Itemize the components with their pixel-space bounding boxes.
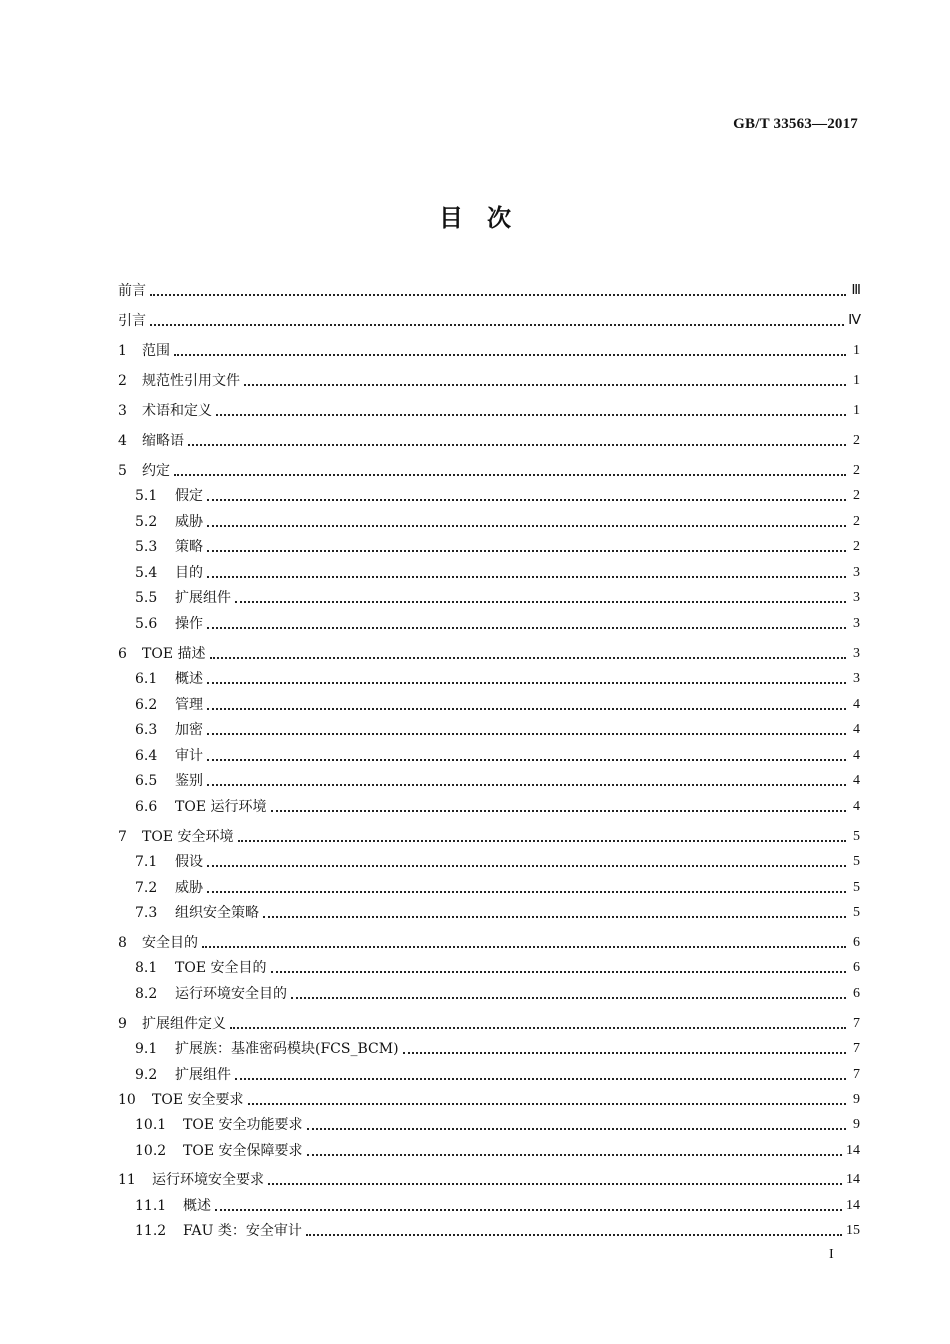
dot-leader: [207, 732, 846, 735]
toc-entry[interactable]: [118, 341, 860, 361]
toc-entry-title: 策略: [175, 539, 203, 555]
dot-leader: [291, 996, 846, 999]
dot-leader: [188, 443, 846, 446]
toc-entry-title: 概述: [183, 1198, 211, 1214]
toc-entry-page: 5: [853, 854, 860, 869]
toc-entry[interactable]: [118, 903, 860, 923]
toc-entry-title: 引言: [118, 313, 146, 329]
toc-entry-page: 1: [853, 373, 860, 388]
toc-entry-title: 规范性引用文件: [142, 373, 240, 389]
toc-entry-title: 审计: [175, 748, 203, 764]
dot-leader: [271, 809, 847, 812]
toc-entry-number: 1: [118, 343, 127, 359]
toc-entry-number: 5.1: [135, 488, 158, 504]
toc-entry-page: 2: [853, 433, 860, 448]
toc-entry-title: TOE 安全保障要求: [183, 1143, 303, 1159]
page-number: I: [829, 1247, 834, 1262]
toc-entry-title: 概述: [175, 671, 203, 687]
toc-entry-page: 2: [853, 539, 860, 554]
toc-entry-number: 9: [118, 1016, 127, 1032]
toc-entry-title: 扩展组件: [175, 1067, 231, 1083]
standard-code: GB/T 33563—2017: [733, 116, 858, 132]
toc-entry[interactable]: [118, 984, 860, 1004]
toc-entry[interactable]: [118, 1170, 860, 1190]
toc-entry-number: 5.2: [135, 514, 158, 530]
toc-entry[interactable]: [118, 537, 860, 557]
toc-entry[interactable]: [118, 1115, 860, 1135]
toc-entry-title: 威胁: [175, 880, 203, 896]
dot-leader: [216, 413, 846, 416]
toc-entry-page: 2: [853, 488, 860, 503]
toc-entry[interactable]: [118, 958, 860, 978]
toc-entry-page: 3: [853, 616, 860, 631]
dot-leader: [235, 600, 846, 603]
toc-entry[interactable]: [118, 1039, 860, 1059]
toc-entry-title: 组织安全策略: [175, 905, 259, 921]
toc-entry-number: 10: [118, 1092, 136, 1108]
toc-entry[interactable]: [118, 1221, 860, 1241]
toc-entry-title: 鉴别: [175, 773, 203, 789]
toc-entry-title: 扩展组件定义: [142, 1016, 226, 1032]
toc-entry-page: 7: [853, 1041, 860, 1056]
toc-entry-number: 7.2: [135, 880, 158, 896]
dot-leader: [207, 626, 846, 629]
toc-entry-title: 运行环境安全目的: [175, 986, 287, 1002]
toc-entry-page: 3: [853, 646, 860, 661]
toc-entry[interactable]: [118, 720, 860, 740]
toc-entry-title: 安全目的: [142, 935, 198, 951]
toc-entry[interactable]: [118, 486, 860, 506]
toc-entry-page: Ⅳ: [848, 313, 860, 328]
toc-entry[interactable]: [118, 1090, 860, 1110]
toc-entry-number: 10.2: [135, 1143, 167, 1159]
toc-entry-page: 5: [853, 829, 860, 844]
toc-entry-page: Ⅲ: [851, 283, 860, 298]
dot-leader: [307, 1127, 847, 1130]
toc-entry[interactable]: [118, 669, 860, 689]
toc-entry-title: 术语和定义: [142, 403, 212, 419]
toc-entry[interactable]: [118, 746, 860, 766]
toc-entry-number: 11.2: [135, 1223, 167, 1239]
toc-entry[interactable]: [118, 311, 860, 331]
toc-entry[interactable]: [118, 933, 860, 953]
dot-leader: [207, 707, 846, 710]
toc-entry-number: 5.6: [135, 616, 158, 632]
toc-entry[interactable]: [118, 878, 860, 898]
toc-entry-number: 6.1: [135, 671, 158, 687]
toc-entry-page: 6: [853, 986, 860, 1001]
toc-entry-number: 3: [118, 403, 127, 419]
toc-entry-number: 5.3: [135, 539, 158, 555]
toc-entry-number: 9.2: [135, 1067, 158, 1083]
toc-entry-page: 9: [853, 1117, 860, 1132]
dot-leader: [263, 915, 846, 918]
toc-entry-number: 6.6: [135, 799, 158, 815]
toc-entry-number: 6.5: [135, 773, 158, 789]
dot-leader: [150, 293, 846, 296]
dot-leader: [248, 1102, 847, 1105]
toc-entry-number: 4: [118, 433, 127, 449]
dot-leader: [174, 353, 846, 356]
dot-leader: [235, 1077, 846, 1080]
toc-entry-page: 15: [846, 1223, 860, 1238]
toc-entry[interactable]: [118, 512, 860, 532]
page-title: 目 次: [439, 204, 511, 232]
toc-entry[interactable]: [118, 281, 860, 301]
dot-leader: [207, 549, 846, 552]
toc-entry-title: 目的: [175, 565, 203, 581]
toc-entry-page: 9: [853, 1092, 860, 1107]
dot-leader: [207, 575, 846, 578]
toc-entry-page: 2: [853, 463, 860, 478]
toc-entry-title: TOE 运行环境: [175, 799, 267, 815]
dot-leader: [207, 864, 846, 867]
toc-entry[interactable]: [118, 1014, 860, 1034]
toc-entry[interactable]: [118, 797, 860, 817]
toc-entry-title: 约定: [142, 463, 170, 479]
toc-entry-title: 威胁: [175, 514, 203, 530]
toc-entry-title: TOE 描述: [142, 646, 206, 662]
toc-entry-page: 3: [853, 565, 860, 580]
dot-leader: [238, 839, 847, 842]
dot-leader: [306, 1233, 842, 1236]
toc-entry-title: 范围: [142, 343, 170, 359]
toc-entry-number: 6.4: [135, 748, 158, 764]
toc-entry[interactable]: [118, 431, 860, 451]
toc-entry-page: 14: [846, 1143, 860, 1158]
dot-leader: [207, 681, 846, 684]
dot-leader: [271, 970, 847, 973]
toc-entry-page: 1: [853, 343, 860, 358]
toc-entry-number: 10.1: [135, 1117, 167, 1133]
toc-entry-page: 4: [853, 722, 860, 737]
toc-entry-title: TOE 安全环境: [142, 829, 234, 845]
toc-entry[interactable]: [118, 588, 860, 608]
dot-leader: [207, 758, 846, 761]
toc-entry[interactable]: [118, 827, 860, 847]
toc-entry-number: 7.1: [135, 854, 158, 870]
toc-entry[interactable]: [118, 644, 860, 664]
toc-entry-page: 7: [853, 1016, 860, 1031]
toc-entry[interactable]: [118, 563, 860, 583]
toc-entry-page: 4: [853, 697, 860, 712]
toc-entry-page: 6: [853, 960, 860, 975]
toc-entry[interactable]: [118, 461, 860, 481]
dot-leader: [244, 383, 846, 386]
toc-entry[interactable]: [118, 695, 860, 715]
toc-entry-title: 运行环境安全要求: [152, 1172, 264, 1188]
toc-entry[interactable]: [118, 371, 860, 391]
toc-entry-number: 6.2: [135, 697, 158, 713]
dot-leader: [207, 783, 846, 786]
toc-entry[interactable]: [118, 614, 860, 634]
dot-leader: [403, 1051, 846, 1054]
toc-entry[interactable]: [118, 401, 860, 421]
toc-entry-page: 6: [853, 935, 860, 950]
dot-leader: [202, 945, 846, 948]
toc-entry-title: 操作: [175, 616, 203, 632]
toc-entry-title: TOE 安全要求: [152, 1092, 244, 1108]
toc-entry-number: 7.3: [135, 905, 158, 921]
toc-entry-page: 4: [853, 748, 860, 763]
dot-leader: [230, 1026, 846, 1029]
toc-entry-page: 3: [853, 590, 860, 605]
toc-entry-title: 假设: [175, 854, 203, 870]
toc-entry-title: FAU 类：安全审计: [183, 1223, 302, 1239]
toc-entry-title: 扩展族：基准密码模块(FCS_BCM): [175, 1041, 399, 1057]
toc-entry-page: 14: [846, 1198, 860, 1213]
toc-entry-number: 11.1: [135, 1198, 167, 1214]
toc-entry-page: 4: [853, 799, 860, 814]
toc-entry-number: 8: [118, 935, 127, 951]
toc-entry-number: 8.2: [135, 986, 158, 1002]
toc-entry-title: 前言: [118, 283, 146, 299]
toc-entry[interactable]: [118, 1065, 860, 1085]
toc-entry-title: 假定: [175, 488, 203, 504]
toc-entry[interactable]: [118, 1141, 860, 1161]
toc-entry-title: 加密: [175, 722, 203, 738]
dot-leader: [215, 1208, 842, 1211]
toc-entry-title: TOE 安全功能要求: [183, 1117, 303, 1133]
toc-entry-number: 5.5: [135, 590, 158, 606]
toc-entry-title: 缩略语: [142, 433, 184, 449]
toc-entry[interactable]: [118, 771, 860, 791]
dot-leader: [207, 890, 846, 893]
toc-entry-number: 5: [118, 463, 127, 479]
toc-entry-number: 11: [118, 1172, 136, 1188]
toc-entry-page: 14: [846, 1172, 860, 1187]
dot-leader: [150, 323, 844, 326]
dot-leader: [268, 1182, 842, 1185]
toc-entry-page: 1: [853, 403, 860, 418]
toc-entry-number: 7: [118, 829, 127, 845]
toc-entry-page: 5: [853, 905, 860, 920]
dot-leader: [207, 524, 846, 527]
toc-entry-number: 2: [118, 373, 127, 389]
toc-entry[interactable]: [118, 1196, 860, 1216]
dot-leader: [207, 498, 846, 501]
toc-entry-title: 管理: [175, 697, 203, 713]
toc-entry-page: 4: [853, 773, 860, 788]
toc-entry-number: 6.3: [135, 722, 158, 738]
toc-entry-number: 6: [118, 646, 127, 662]
toc-entry-title: 扩展组件: [175, 590, 231, 606]
dot-leader: [210, 656, 847, 659]
toc-entry-page: 5: [853, 880, 860, 895]
toc-entry-title: TOE 安全目的: [175, 960, 267, 976]
toc-entry-number: 8.1: [135, 960, 158, 976]
toc-entry-number: 5.4: [135, 565, 158, 581]
toc-entry[interactable]: [118, 852, 860, 872]
toc-entry-page: 2: [853, 514, 860, 529]
toc-entry-page: 7: [853, 1067, 860, 1082]
dot-leader: [174, 473, 846, 476]
dot-leader: [307, 1153, 843, 1156]
toc-entry-page: 3: [853, 671, 860, 686]
toc-entry-number: 9.1: [135, 1041, 158, 1057]
